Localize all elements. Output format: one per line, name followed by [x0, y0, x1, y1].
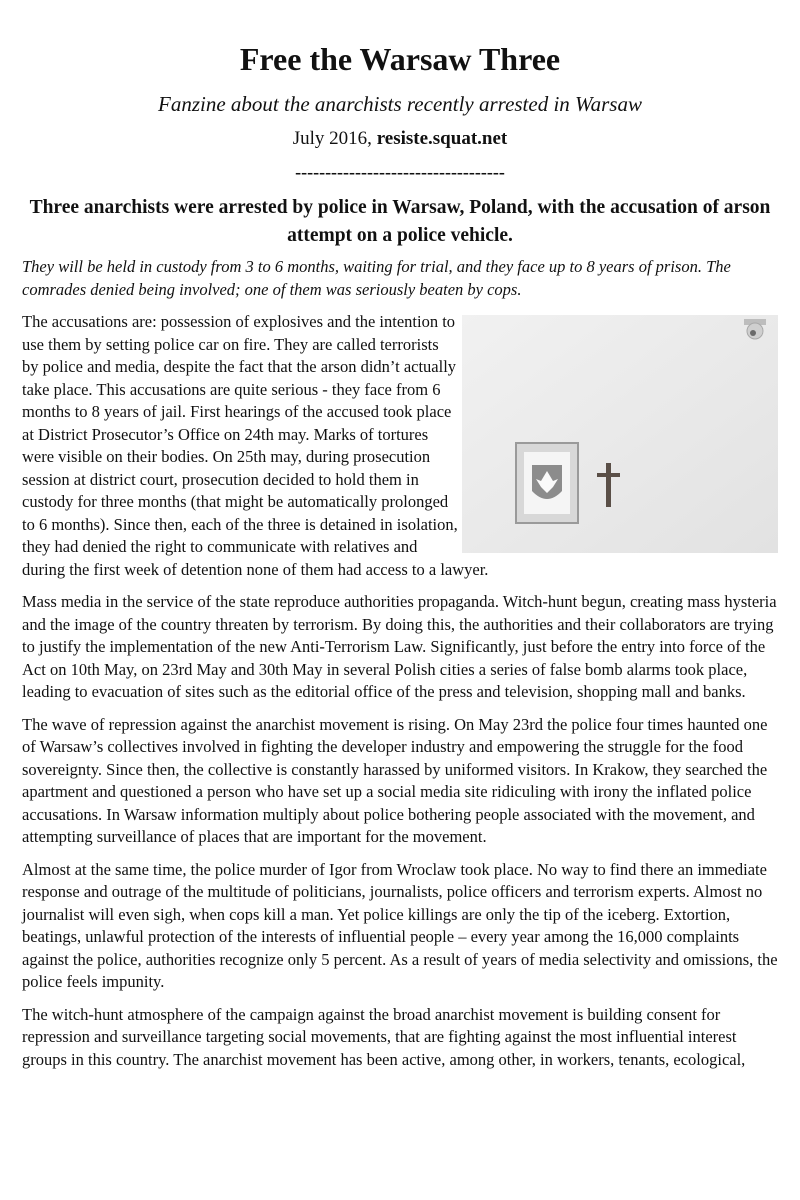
paragraph-4: Almost at the same time, the police murder of Igor from Wroclaw took place. No way to find there an immediate response and outrage of the multitude of politicians, journalists, police officers and terrorism experts. Almost no journalist will even sigh, when cops kill a man. Yet police killings are only the tip of the iceberg. Extortion, beatings, unlawful protection of the interests of influential people – every year among the 16,000 complaints against the police, authorities recognize only 5 percent. As a result of years of media selectivity and omissions, the police feels impunity.: [22, 859, 778, 991]
paragraph-1: [22, 311, 778, 581]
paragraph-1-text: The accusations are: possession of explosives and the intention to use them by setting police car on fire. They are called terrorists by police and media, despite the fact that the arson didn’t actually take place. This accusations are quite serious - they face from 6 months to 8 years of jail. First hearings of the accused took place at District Prosecutor’s Office on 24th may. Marks of tortures were visible on their bodies. On 25th may, during prosecution session at district court, prosecution decided to hold them in custody for three months (that might be automatically prolonged to 6 months). Since then, each of the three is detained in isolation, they had denied the right to communicate with relatives and during the first week of detention none of them had access to a lawyer.: [22, 312, 489, 579]
paragraph-5: The witch-hunt atmosphere of the campaign against the broad anarchist movement is building consent for repression and surveillance targeting social movements, that are fighting against the most influential interest groups in this country. The anarchist movement has been active, among other, in workers, tenants, ecological,: [22, 1004, 746, 1069]
paragraph-2: Mass media in the service of the state reproduce authorities propaganda. Witch-hunt begun, creating mass hysteria and the image of the country threaten by terrorism. By doing this, the authorities and their collaborators are trying to justify the implementation of the new Anti-Terrorism Law. Significantly, just before the entry into force of the Act on 10th May, on 23rd May and 30th May in several Polish cities a series of false bomb alarms took place, leading to evacuation of sites such as the editorial office of the press and television, shopping mall and banks.: [22, 592, 777, 701]
article-headline: Three anarchists were arrested by police in Warsaw, Poland, with the accusation of arson attempt on a police vehicle.: [29, 197, 771, 246]
page-title: Free the Warsaw Three: [239, 41, 561, 77]
publication-date: July 2016,: [292, 128, 372, 149]
eagle-emblem-icon: [516, 443, 578, 523]
wall-photo-graphic: [462, 315, 778, 553]
source-site: resiste.squat.net: [376, 128, 508, 149]
page-subtitle: Fanzine about the anarchists recently arrested in Warsaw: [158, 92, 642, 116]
article-lead: They will be held in custody from 3 to 6 months, waiting for trial, and they face up to 8 years of prison. The comrades denied being involved; one of them was seriously beaten by cops.: [22, 257, 731, 299]
divider-line: -----------------------------------: [295, 162, 505, 182]
dateline: [22, 126, 778, 152]
paragraph-3: The wave of repression against the anarchist movement is rising. On May 23rd the police four times haunted one of Warsaw’s collectives involved in fighting the developer industry and empowering the struggle for the food sovereignty. Since then, the collective is constantly harassed by uniformed visitors. In Krakow, they searched the apartment and questioned a person who have set up a social media site ridiculing with irony the inflated police accusations. In Warsaw information multiply about police bothering people associated with the movement, and attempting surveillance of places that are important for the movement.: [22, 714, 768, 846]
wall-photo: [462, 315, 778, 553]
